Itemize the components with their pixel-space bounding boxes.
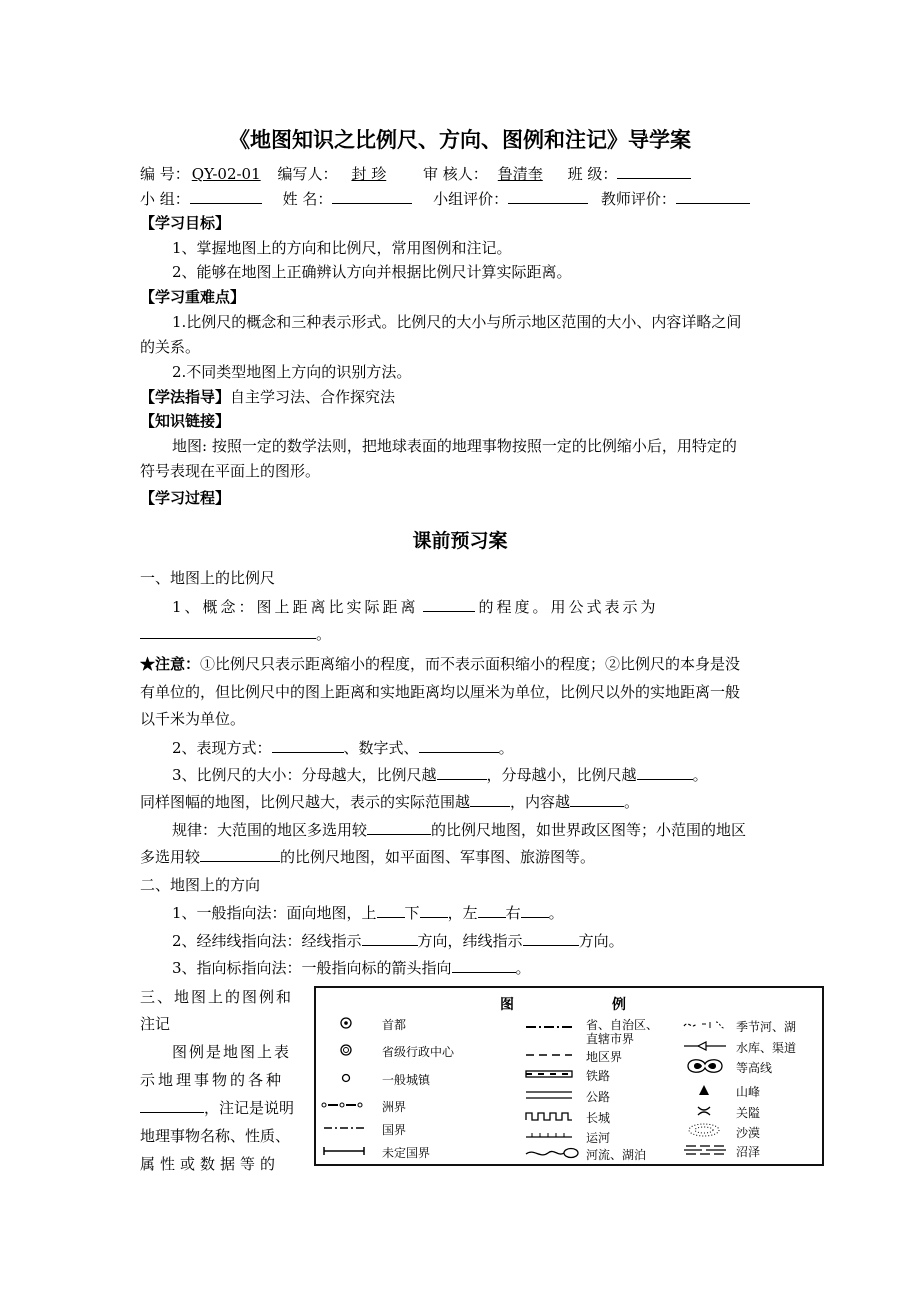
legend-label: 未定国界 (382, 1146, 431, 1160)
size-line (172, 765, 708, 785)
general-text-a: 1、一般指向法：面向地图，上 (172, 904, 377, 922)
concept-end: 。 (316, 625, 332, 643)
forms-blank-2[interactable] (419, 738, 499, 753)
river-lake-icon (524, 1145, 580, 1161)
key-point-line: 1.比例尺的概念和三种表示形式。比例尺的大小与所示地区范围的大小、内容详略之间 (172, 313, 742, 331)
group-field[interactable] (190, 189, 262, 204)
link-heading: 【知识链接】 (140, 412, 231, 430)
legend-label: 季节河、湖 (736, 1020, 797, 1034)
section3-line: 示地理事物的各种 (140, 1071, 285, 1089)
legend-label: 公路 (586, 1090, 611, 1104)
legend-label: 长城 (586, 1111, 611, 1125)
grid-blank-1[interactable] (362, 931, 418, 946)
swamp-icon (682, 1143, 728, 1157)
mountain-peak-icon (694, 1083, 714, 1097)
concept-blank-1[interactable] (423, 597, 475, 612)
legend-label: 沙漠 (736, 1126, 761, 1140)
rule-text-a: 规律：大范围的地区多选用较 (172, 821, 368, 839)
meta-row-1 (140, 164, 691, 184)
concept-text-b: 的程度。用公式表示为 (478, 598, 659, 616)
grid-line (172, 931, 624, 951)
section3-text-5: ，注记是说明 (204, 1099, 295, 1117)
map-legend-figure (314, 986, 824, 1166)
grid-text-b: 方向，纬线指示 (417, 932, 523, 950)
desert-icon (686, 1122, 722, 1138)
size-blank-2[interactable] (637, 765, 693, 780)
code-label: 编 号： (140, 165, 190, 183)
undetermined-border-icon (320, 1144, 368, 1158)
highway-icon (524, 1088, 574, 1102)
mountain-pass-icon (694, 1104, 714, 1118)
legend-label: 河流、湖泊 (586, 1148, 647, 1162)
rule-blank-2[interactable] (200, 847, 280, 862)
size-text-b: ，分母越小，比例尺越 (486, 766, 637, 784)
province-border-icon (524, 1020, 574, 1034)
legend-label: 地区界 (586, 1050, 623, 1064)
writer-value: 封 珍 (351, 165, 387, 183)
section3-line: 注记 (140, 1015, 171, 1033)
class-label: 班 级： (567, 165, 618, 183)
reservoir-canal-icon (682, 1039, 728, 1053)
rule-line-1 (172, 820, 746, 840)
general-text-e: 。 (548, 904, 564, 922)
forms-text-c: 。 (498, 739, 514, 757)
meta-row-2 (140, 189, 750, 209)
forms-text-b: 、数字式、 (343, 739, 419, 757)
legend-label: 直辖市界 (586, 1032, 635, 1046)
goal-item: 2、能够在地图上正确辨认方向并根据比例尺计算实际距离。 (172, 263, 572, 281)
forms-text-a: 2、表现方式： (172, 739, 272, 757)
arrow-text-a: 3、指向标指向法：一般指向标的箭头指向 (172, 959, 452, 977)
note-text-1: ①比例尺只表示距离缩小的程度，而不表示面积缩小的程度；②比例尺的本身是没 (200, 655, 741, 673)
group-eval-label: 小组评价： (433, 190, 509, 208)
rule-text-b: 的比例尺地图，如世界政区图等；小范围的地区 (431, 821, 747, 839)
method-text: 自主学习法、合作探究法 (230, 388, 396, 406)
section2-heading: 二、地图上的方向 (140, 876, 261, 894)
concept-text-a: 1、概念：图上距离比实际距离 (172, 598, 419, 616)
legend-label: 省、自治区、 (586, 1018, 659, 1032)
note-line-1 (140, 654, 740, 674)
arrow-blank[interactable] (452, 958, 516, 973)
method-line (140, 387, 395, 407)
rule-line-2 (140, 847, 595, 867)
goals-heading: 【学习目标】 (140, 214, 231, 232)
railway-icon (524, 1067, 574, 1081)
size-text-a: 3、比例尺的大小：分母越大，比例尺越 (172, 766, 437, 784)
section3-line: 属性或数据等的 (140, 1155, 281, 1173)
legend-label: 山峰 (736, 1085, 761, 1099)
legend-label: 等高线 (736, 1061, 773, 1075)
name-label: 姓 名： (282, 190, 333, 208)
concept-blank-2[interactable] (140, 624, 316, 639)
general-line (172, 903, 564, 923)
same-text-a: 同样图幅的地图，比例尺越大，表示的实际范围越 (140, 793, 471, 811)
goal-item: 1、掌握地图上的方向和比例尺，常用图例和注记。 (172, 239, 512, 257)
section3-line: 图例是地图上表 (172, 1043, 292, 1061)
size-blank-1[interactable] (437, 765, 487, 780)
reviewer-value: 鲁清奎 (497, 165, 543, 183)
general-blank-left[interactable] (478, 903, 506, 918)
teacher-eval-label: 教师评价： (600, 190, 676, 208)
note-line-2: 有单位的，但比例尺中的图上距离和实地距离均以厘米为单位，比例尺以外的实地距离一般 (140, 683, 741, 701)
same-text-b: ，内容越 (510, 793, 571, 811)
size-text-c: 。 (692, 766, 708, 784)
general-blank-up[interactable] (377, 903, 405, 918)
capital-icon (336, 1016, 356, 1030)
section1-heading: 一、地图上的比例尺 (140, 569, 276, 587)
same-text-c: 。 (624, 793, 640, 811)
legend-label: 关隘 (736, 1106, 761, 1120)
general-blank-down[interactable] (420, 903, 448, 918)
district-border-icon (524, 1048, 574, 1062)
legend-symbol-blank[interactable] (140, 1098, 204, 1113)
class-field[interactable] (617, 164, 691, 179)
note-line-3: 以千米为单位。 (140, 710, 246, 728)
concept-line-2 (140, 624, 331, 644)
town-icon (336, 1071, 356, 1085)
general-text-b: 下 (404, 904, 420, 922)
link-line: 符号表现在平面上的图形。 (140, 462, 321, 480)
legend-label: 一般城镇 (382, 1073, 431, 1087)
same-blank-1[interactable] (470, 792, 510, 807)
arrow-text-b: 。 (515, 959, 531, 977)
same-line (140, 792, 639, 812)
grid-text-a: 2、经纬线指向法：经线指示 (172, 932, 362, 950)
section3-line: 地理事物名称、性质、 (140, 1127, 291, 1145)
grid-blank-2[interactable] (523, 931, 579, 946)
key-point-line: 2.不同类型地图上方向的识别方法。 (172, 363, 412, 381)
teacher-eval-field[interactable] (676, 189, 750, 204)
reviewer-label: 审 核人： (423, 165, 488, 183)
concept-line (172, 597, 659, 617)
seasonal-river-icon (682, 1018, 728, 1032)
note-label: ★注意： (140, 655, 201, 673)
preview-title: 课前预习案 (412, 530, 508, 552)
legend-label: 洲界 (382, 1100, 407, 1114)
grid-text-c: 方向。 (578, 932, 624, 950)
name-field[interactable] (332, 189, 412, 204)
legend-label: 国界 (382, 1123, 407, 1137)
national-border-icon (320, 1121, 368, 1135)
key-point-line: 的关系。 (140, 338, 201, 356)
method-heading: 【学法指导】 (140, 388, 231, 406)
forms-blank-1[interactable] (272, 738, 344, 753)
same-blank-2[interactable] (570, 792, 624, 807)
general-blank-right[interactable] (521, 903, 549, 918)
contour-icon (682, 1056, 728, 1076)
legend-label: 运河 (586, 1131, 611, 1145)
rule-text-c: 多选用较 (140, 848, 201, 866)
legend-label: 省级行政中心 (382, 1045, 455, 1059)
arrow-line (172, 958, 531, 978)
key-points-heading: 【学习重难点】 (140, 288, 246, 306)
legend-label: 水库、渠道 (736, 1041, 797, 1055)
legend-label: 沼泽 (736, 1145, 761, 1159)
section3-line: 三、地图上的图例和 (140, 988, 294, 1006)
group-eval-field[interactable] (508, 189, 588, 204)
group-label: 小 组： (140, 190, 190, 208)
rule-text-d: 的比例尺地图，如平面图、军事图、旅游图等。 (280, 848, 596, 866)
link-line: 地图: 按照一定的数学法则，把地球表面的地理事物按照一定的比例缩小后，用特定的 (172, 437, 737, 455)
legend-title-right: 例 (612, 997, 626, 1013)
forms-line (172, 738, 514, 758)
general-text-d: 右 (505, 904, 521, 922)
general-text-c: ，左 (447, 904, 478, 922)
great-wall-icon (524, 1109, 574, 1123)
code-value: QY-02-01 (191, 165, 261, 183)
continent-border-icon (320, 1098, 368, 1112)
legend-label: 首都 (382, 1018, 407, 1032)
rule-blank-1[interactable] (367, 820, 431, 835)
section3-line-5 (140, 1098, 294, 1118)
canal-icon (524, 1129, 574, 1143)
writer-label: 编写人： (277, 165, 338, 183)
legend-title-left: 图 (500, 997, 514, 1013)
province-center-icon (336, 1043, 356, 1057)
legend-label: 铁路 (586, 1069, 611, 1083)
process-heading: 【学习过程】 (140, 489, 231, 507)
page-title: 《地图知识之比例尺、方向、图例和注记》导学案 (229, 128, 691, 152)
